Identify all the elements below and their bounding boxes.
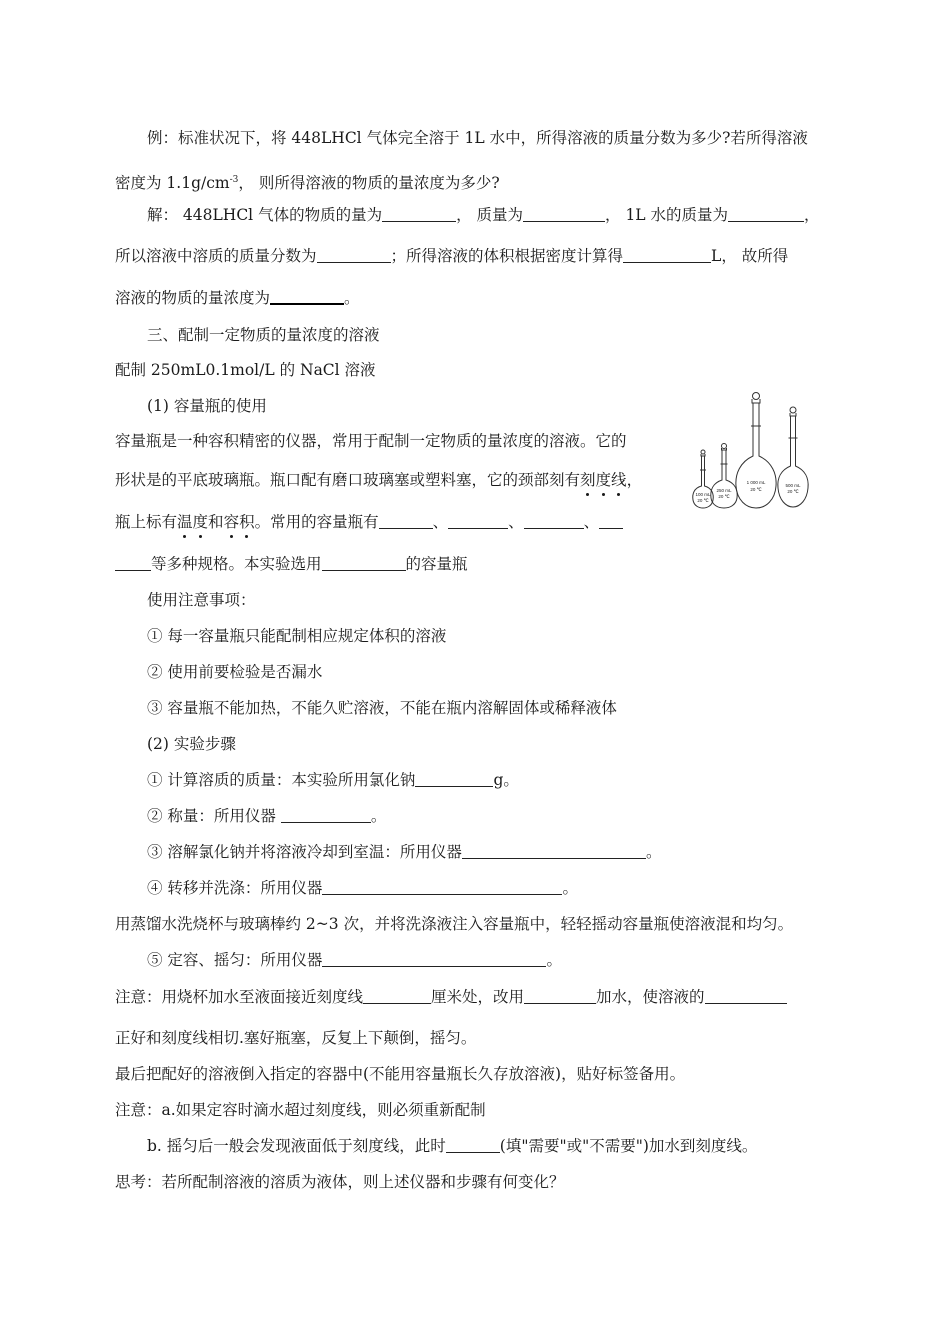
step-4 (147, 878, 578, 898)
blank-water-mass[interactable] (728, 207, 804, 222)
emphasis-char: 容 (223, 513, 240, 531)
solution-text: 溶液的物质的量浓度为 (115, 289, 271, 307)
part1-title: (1) 容量瓶的使用 (147, 397, 267, 415)
volumetric-flasks-svg (690, 390, 822, 512)
example-text: 密度为 1.1g/cm (115, 174, 230, 192)
flask-paragraph-4 (115, 554, 468, 574)
solution-text: ；所得溶液的体积根据密度计算得 (390, 247, 624, 265)
note-item: ① 每一容量瓶只能配制相应规定体积的溶液 (147, 627, 447, 645)
solution-text: ， (804, 206, 820, 224)
blank-nacl-mass[interactable] (415, 772, 493, 787)
example-text: 例：标准状况下，将 448LHCl 气体完全溶于 1L 水中，所得溶液的质量分数为多少?若所得溶液 (147, 129, 808, 147)
note-line-2: 正好和刻度线相切.塞好瓶塞，反复上下颠倒，摇匀。 (115, 1029, 477, 1047)
example-text: ， 则所得溶液的物质的量浓度为多少? (238, 174, 500, 192)
step-text: ⑤ 定容、摇匀：所用仪器 (147, 951, 323, 969)
blank-mass-fraction[interactable] (317, 248, 391, 263)
step-text: ② 称量：所用仪器 (147, 807, 281, 825)
flask-paragraph-2 (115, 470, 642, 490)
part2-title: (2) 实验步骤 (147, 735, 236, 753)
step-text: ④ 转移并洗涤：所用仪器 (147, 879, 323, 897)
blank-spec-4-cont[interactable] (115, 556, 151, 571)
step-text: ③ 溶解氯化钠并将溶液冷却到室温：所用仪器 (147, 843, 462, 861)
flask-paragraph-1: 容量瓶是一种容积精密的仪器，常用于配制一定物质的量浓度的溶液。它的 (115, 432, 627, 450)
blank-concentration[interactable] (270, 289, 344, 305)
separator: 、 (432, 513, 449, 531)
flask-label-volume: 250 mL (716, 488, 732, 493)
flask-label-volume: 1 000 mL (746, 480, 766, 485)
step-text: g。 (493, 771, 519, 789)
solution-line-1 (147, 205, 820, 225)
paragraph-text: 的容量瓶 (405, 555, 468, 573)
solution-line-2 (115, 246, 788, 266)
blank-volume[interactable] (623, 248, 711, 263)
wash-instruction: 用蒸馏水洗烧杯与玻璃棒约 2~3 次，并将洗涤液注入容量瓶中，轻轻摇动容量瓶使溶液混和均匀。 (115, 915, 794, 933)
volumetric-flasks-figure (690, 390, 822, 512)
blank-need[interactable] (446, 1138, 500, 1153)
flask-label-temp: 20 ℃ (750, 487, 762, 492)
flask-label-temp: 20 ℃ (718, 494, 730, 499)
solution-line-3 (115, 288, 360, 308)
solution-text: L， 故所得 (711, 247, 789, 265)
example-line-2 (115, 170, 500, 193)
note-text: 加水，使溶液的 (596, 988, 705, 1006)
paragraph-text: 和 (208, 513, 224, 531)
blank-spec-3[interactable] (524, 514, 584, 529)
paragraph-text: ， (626, 471, 643, 489)
notes-title: 使用注意事项： (147, 591, 256, 609)
attention-text: (填"需要"或"不需要")加水到刻度线。 (499, 1137, 758, 1155)
blank-spec-1[interactable] (379, 514, 433, 529)
note-text: 注意：用烧杯加水至液面接近刻度线 (115, 988, 364, 1006)
section-title: 三、配制一定物质的量浓度的溶液 (147, 326, 380, 344)
emphasis-char: 度 (595, 471, 612, 489)
blank-centimeters[interactable] (363, 989, 431, 1004)
flask-label-temp: 20 ℃ (787, 489, 799, 494)
paragraph-text: 等多种规格。本实验选用 (151, 555, 322, 573)
step-2 (147, 806, 386, 826)
emphasis-char: 度 (192, 513, 209, 531)
flask-label-volume: 100 mL (695, 492, 711, 497)
solution-text: 所以溶液中溶质的质量分数为 (115, 247, 317, 265)
blank-spec-4[interactable] (599, 514, 623, 529)
paragraph-text: 。常用的容量瓶有 (254, 513, 379, 531)
blank-fixing-instruments[interactable] (322, 952, 546, 967)
blank-tool[interactable] (524, 989, 596, 1004)
step-1 (147, 770, 519, 790)
blank-meniscus[interactable] (705, 989, 787, 1004)
blank-dissolving-instruments[interactable] (462, 844, 646, 859)
separator: 、 (508, 513, 524, 531)
step-text: 。 (370, 807, 387, 825)
note-text: 厘米处，改用 (431, 988, 525, 1006)
note-item: ③ 容量瓶不能加热，不能久贮溶液，不能在瓶内溶解固体或稀释液体 (147, 699, 617, 717)
step-text: 。 (645, 843, 662, 861)
solution-text: 解： 448LHCl 气体的物质的量为 (147, 206, 383, 224)
blank-moles[interactable] (382, 207, 456, 222)
attention-b (147, 1136, 757, 1156)
solution-text: ， 质量为 (456, 206, 524, 224)
superscript: -3 (229, 175, 239, 185)
note-line-1 (115, 987, 787, 1007)
blank-spec-2[interactable] (448, 514, 508, 529)
note-item: ② 使用前要检验是否漏水 (147, 663, 323, 681)
paragraph-text: 形状是的平底玻璃瓶。瓶口配有磨口玻璃塞或塑料塞，它的颈部刻有 (115, 471, 581, 489)
flask-label-temp: 20 ℃ (697, 498, 709, 503)
step-3 (147, 842, 661, 862)
blank-mass[interactable] (523, 207, 605, 222)
emphasis-char: 积 (239, 513, 255, 531)
example-line-1 (147, 128, 808, 148)
emphasis-char: 温 (177, 513, 193, 531)
solution-text: 。 (344, 289, 360, 307)
step-5 (147, 950, 562, 970)
paragraph-text: 瓶上标有 (115, 513, 178, 531)
solution-text: ， 1L 水的质量为 (605, 206, 729, 224)
step-text: 。 (562, 879, 578, 897)
emphasis-char: 刻 (580, 471, 596, 489)
blank-weighing-instruments[interactable] (281, 808, 371, 823)
final-instruction: 最后把配好的溶液倒入指定的容器中(不能用容量瓶长久存放溶液)，贴好标签备用。 (115, 1065, 686, 1083)
think-question: 思考：若所配制溶液的溶质为液体，则上述仪器和步骤有何变化？ (115, 1173, 565, 1191)
blank-chosen-flask[interactable] (322, 556, 406, 571)
attention-text: b. 摇匀后一般会发现液面低于刻度线，此时 (147, 1137, 446, 1155)
flask-paragraph-3 (115, 512, 623, 532)
emphasis-char: 线 (611, 471, 627, 489)
flask-label-volume: 500 mL (785, 483, 801, 488)
step-text: ① 计算溶质的质量：本实验所用氯化钠 (147, 771, 416, 789)
attention-a: 注意：a.如果定容时滴水超过刻度线，则必须重新配制 (115, 1101, 486, 1119)
blank-transfer-instruments[interactable] (322, 880, 562, 895)
step-text: 。 (546, 951, 562, 969)
separator: 、 (583, 513, 600, 531)
section-subtitle: 配制 250mL0.1mol/L 的 NaCl 溶液 (115, 361, 376, 379)
